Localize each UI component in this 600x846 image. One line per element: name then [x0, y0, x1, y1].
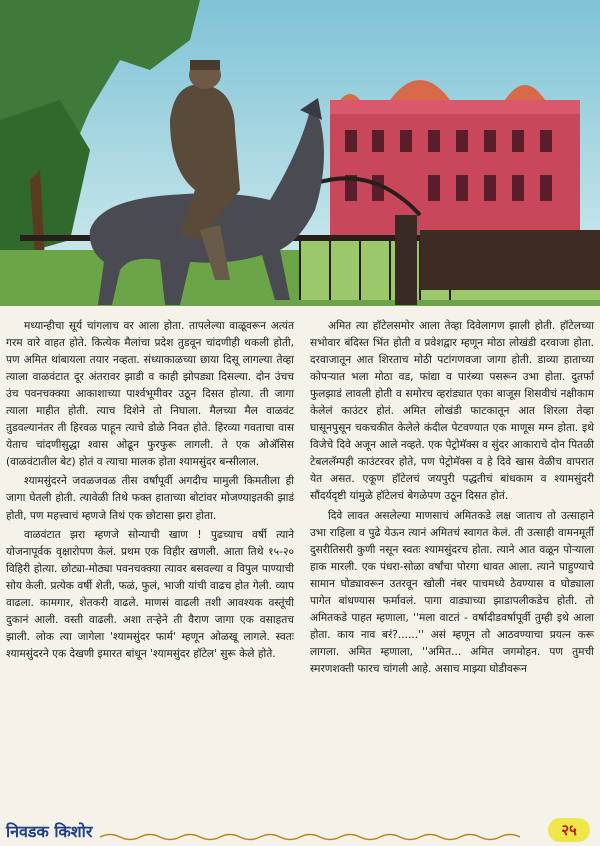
- brand-name: किशोर: [54, 822, 93, 841]
- paragraph: श्यामसुंदरने जवळजवळ तीस वर्षांपूर्वी अगदीच मामुली किमतीला ही जागा घेतली होती. त्यावेळी तिथे फक्त हाताच्या बोटांवर मोजण्याइतकी झाडं होती, पण महत्त्वाचं म्हणजे तिथं एक छोटासा झरा होता.: [6, 475, 294, 522]
- page-number-badge: २५: [548, 818, 590, 842]
- left-text-column: [6, 318, 294, 665]
- paragraph: दिवे लावत असलेल्या माणसाचं अमितकडे लक्ष जाताच तो उत्साहाने उभा राहिला व पुढे येऊन त्यानं अमितचं स्वागत केलं. ती उत्साही वामनमूर्ती दुसरीतिसरी कुणी नसून स्वतः श्यामसुंदरच होता. त्याने आत वळून पोऱ्याला हाक मारली. एक पंधरा-सोळा वर्षांचा पोरगा धावत आला. त्याने पाहुण्याचे सामान घोड्यावरून उतरवून खोली नंबर पाचमध्ये ठेवण्यास व घोड्याला पागेत बांधण्यास फर्मावलं. पागा वाड्याच्या झाडापलीकडेच होती. तो अमितकडे पाहत म्हणाला, ''मला वाटतं - वर्षादीडवर्षापूर्वी तुम्ही इथे आला होता. काय नाव बरं?......'' असं म्हणून तो आठवण्याचा प्रयत्न करू लागला. अमित म्हणाला, ''अमित... अमित जगमोहन. पण तुमची स्मरणशक्ती फारच चांगली आहे. असाच माझ्या घोडीवरून: [310, 509, 594, 675]
- paragraph: वाळवंटात झरा म्हणजे सोन्याची खाण ! पुढच्याच वर्षी त्याने योजनापूर्वक वृक्षारोपण केलं. प्रथम एक विहीर खणली. आता तिथे १५-२० विहिरी होत्या. छोट्या-मोठ्या पवनचक्क्या त्यावर बसवल्या व विपुल पाण्याची सोय केली. प्रत्येक वर्षी शेती, फळं, फुलं, भाजी यांची वाढच होत गेली. व्याप वाढला. कामगार, शेतकरी वाढले. माणसं वाढली तशी आवश्यक वस्तूंची दुकानं आली. वस्ती वाढली. अशा तऱ्हेने ती वैराण जागा एक वसाहतच झाली. लोक त्या जागेला 'श्यामसुंदर फार्म' म्हणून ओळखू लागले. स्वतः श्यामसुंदरने एक देखणी इमारत बांधून 'श्यामसुंदर हॉटेल' सुरू केले होते.: [6, 528, 294, 660]
- decorative-border: [100, 832, 520, 842]
- paragraph: मध्यान्हीचा सूर्य चांगलाच वर आला होता. तापलेल्या वाळूवरून अत्यंत गरम वारे वाहत होते. कित्येक मैलांचा प्रदेश तुडवून चांदणीही थकली होती, पण अमित थांबायला तयार नव्हता. संध्याकाळच्या छाया दिसू लागल्या तेव्हा त्याला वाळवंटात दूर अंतरावर झाडी व काही झोपड्या दिसल्या. दोन उंचच उंच पवनचक्क्या आकाशाच्या पार्श्वभूमीवर उठून दिसत होत्या. ती जागा त्याला माहीत होती. त्याच दिशेने तो निघाला. मैलच्या मैल वाळवंट तुडवल्यानंतर ती हिरवळ पाहून त्याचे डोळे निवत होते. हिरव्या गवताचा वास येताच चांदणीसुद्धा श्वास ओढून फुरफुरू लागली. ते एक ओॲसिस (वाळवंटातील बेट) होतं व त्याचा मालक होता श्यामसुंदर बन्सीलाल.: [6, 320, 294, 469]
- brand-prefix: निवडक: [6, 822, 49, 841]
- right-text-column: [310, 318, 594, 680]
- horse-rider-hotel-illustration: [0, 0, 600, 312]
- magazine-brand: [6, 820, 92, 842]
- paragraph: अमित त्या हॉटेलसमोर आला तेव्हा दिवेलागण झाली होती. हॉटेलच्या सभोवार बंदिस्त भिंत होती व प्रवेशद्वार म्हणून मोठा लोखंडी दरवाजा होता. दरवाजातून आत शिरताच मोठी पटांगणवजा जागा होती. डाव्या हाताच्या कोपऱ्यात भला मोठा वड, फांद्या व पारंब्या पसरून उभा होता. दुतर्फा फुलझाडं लावली होती व समोरच व्हरांड्यात एका बाजूस शिसवीचं नक्षीकाम केलेलं काउंटर होतं. अमित लोखंडी फाटकातून आत शिरला तेव्हा घासूनपुसून चकचकीत केलेले कंदील पेटवण्यात एक माणूस मग्न होता. इथे विजेचे दिवे अजून आले नव्हते. एक पेट्रोमॅक्स व सुंदर आकाराचे दोन पितळी टेबललॅम्पही काउंटरवर होते, पण पेट्रोमॅक्स व हे दिवे खास वेळीच वापरात येत असत. एकूण हॉटेलचं जयपुरी पद्धतीचं बांधकाम व श्यामसुंदरी सौंदर्यदृष्टी यांमुळे हॉटेलचं बेगळेपण उठून दिसत होतं.: [310, 320, 594, 503]
